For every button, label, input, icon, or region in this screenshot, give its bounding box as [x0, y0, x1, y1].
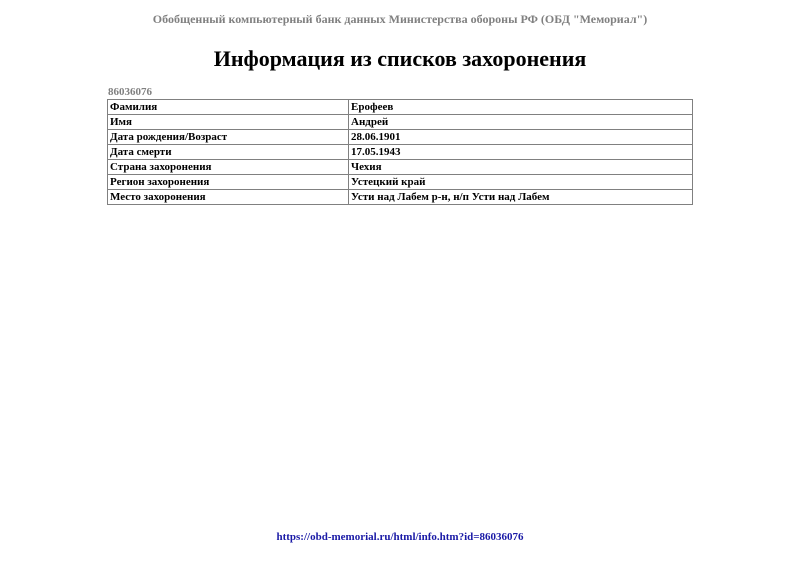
record-table	[107, 99, 693, 205]
source-url-link[interactable]: https://obd-memorial.ru/html/info.htm?id=86036076	[276, 531, 524, 543]
row-value: 28.06.1901	[349, 130, 693, 145]
record-id: 86036076	[108, 86, 152, 98]
table-row	[108, 100, 693, 115]
table-row	[108, 175, 693, 190]
source-header: Обобщенный компьютерный банк данных Министерства обороны РФ (ОБД "Мемориал")	[152, 12, 648, 26]
table-row	[108, 130, 693, 145]
row-label: Имя	[108, 115, 349, 130]
row-label: Дата рождения/Возраст	[108, 130, 349, 145]
table-row	[108, 190, 693, 205]
table-row	[108, 160, 693, 175]
row-value: 17.05.1943	[349, 145, 693, 160]
row-value: Ерофеев	[349, 100, 693, 115]
table-row	[108, 115, 693, 130]
row-label: Регион захоронения	[108, 175, 349, 190]
row-value: Чехия	[349, 160, 693, 175]
row-label: Страна захоронения	[108, 160, 349, 175]
row-label: Фамилия	[108, 100, 349, 115]
page-title: Информация из списков захоронения	[213, 46, 587, 71]
row-value: Андрей	[349, 115, 693, 130]
table-row	[108, 145, 693, 160]
row-value: Усти над Лабем р-н, н/п Усти над Лабем	[349, 190, 693, 205]
row-label: Место захоронения	[108, 190, 349, 205]
row-label: Дата смерти	[108, 145, 349, 160]
row-value: Устецкий край	[349, 175, 693, 190]
